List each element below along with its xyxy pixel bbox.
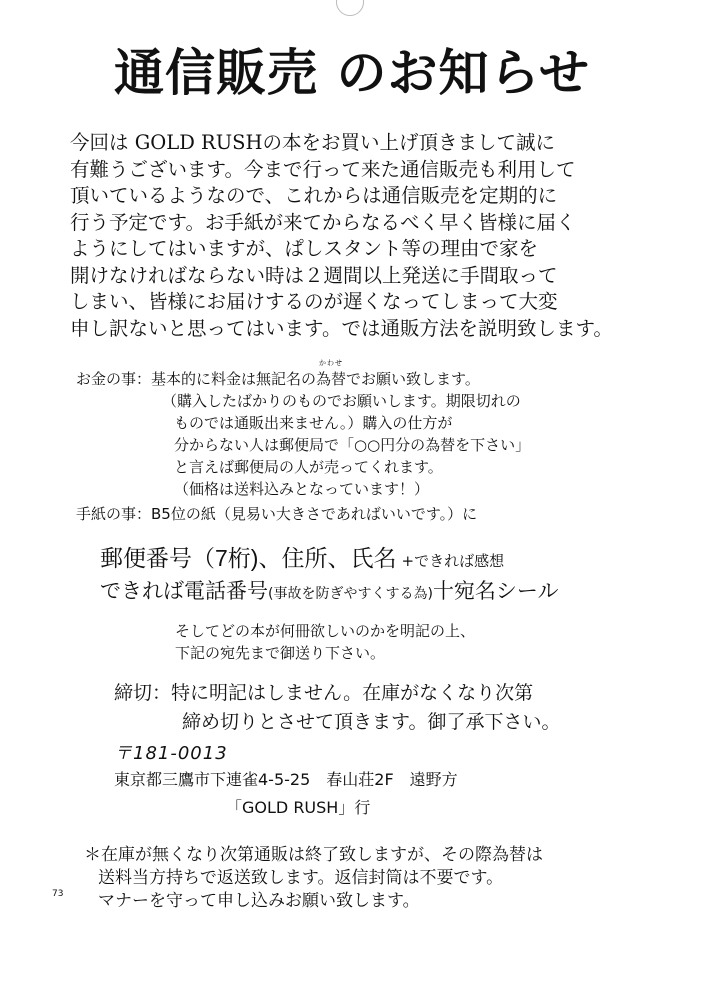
send-instruction-line: 下記の宛先まで御送り下さい。 [175, 644, 386, 662]
money-detail-line: ものでは通販出来ません。）購入の仕方が [174, 414, 453, 432]
money-text-after: でお願い致します。 [346, 370, 480, 388]
required-info-line-2 [100, 576, 559, 610]
ruby-reading: かわせ [319, 359, 344, 367]
intro-line: 今回は GOLD RUSHの本をお買い上げ頂きまして誠に [70, 131, 556, 154]
footnote-line: 送料当方持ちで返送致します。返信封筒は不要です。 [98, 868, 504, 888]
ruby-base: 為替 [316, 370, 347, 388]
money-detail-line: 分からない人は郵便局で「○○円分の為替を下さい」 [174, 436, 531, 454]
letter-section [76, 503, 477, 525]
intro-line: 申し訳ないと思ってはいます。では通販方法を説明致します。 [70, 316, 613, 340]
send-instructions [175, 620, 475, 664]
intro-line: ようにしてはいますが、ぱしスタント等の理由で家を [70, 237, 539, 260]
intro-line: 行う予定です。お手紙が来てからなるべく早く皆様に届く [70, 210, 576, 234]
required-info-note: +できれば感想 [401, 552, 505, 570]
intro-line: 開けなければならない時は２週間以上発送に手間取って [70, 263, 558, 287]
letter-text: B5位の紙（見易い大きさであればいいです。）に [151, 505, 478, 523]
money-section-details [162, 390, 530, 500]
money-section-first-line [76, 359, 480, 390]
address-seal-text: 十宛名シール [432, 580, 559, 603]
phone-number-text: できれば電話番号 [100, 580, 268, 603]
letter-label: 手紙の事： [76, 505, 152, 523]
page-number: 73 [52, 889, 64, 899]
required-info-main: 郵便番号（7桁)、住所、氏名 [100, 545, 397, 571]
page-title: 通信販売 のお知らせ [114, 44, 590, 102]
postal-code-text: 〒181-0013 [114, 743, 228, 764]
money-detail-line: （購入したばかりのものでお願いします。期限切れの [162, 392, 521, 410]
phone-number-note: (事故を防ぎやすくする為) [268, 586, 433, 602]
intro-line: しまい、皆様にお届けするのが遅くなってしまって大変 [70, 290, 558, 313]
ruby-word [316, 359, 347, 390]
money-detail-line: と言えば郵便局の人が売ってくれます。 [174, 458, 443, 476]
binder-hole [336, 0, 364, 16]
deadline-section [114, 680, 560, 735]
intro-line: 有難うございます。今まで行って来た通信販売も利用して [70, 157, 576, 181]
money-text-before: 基本的に料金は無記名の [151, 370, 317, 388]
footnote-line: マナーを守って申し込みお願い致します。 [98, 891, 420, 911]
footnote [84, 844, 543, 913]
money-detail-line: （価格は送料込みとなっています！） [174, 480, 430, 498]
deadline-line: 締め切りとさせて頂きます。御了承下さい。 [182, 711, 561, 733]
money-label: お金の事： [76, 370, 152, 388]
intro-line: 頂いているようなので、これからは通信販売を定期的に [70, 184, 558, 207]
postal-code [114, 743, 228, 765]
send-instruction-line: そしてどの本が何冊欲しいのかを明記の上、 [175, 622, 476, 640]
mailing-address: 東京都三鷹市下連雀4-5-25 春山荘2F 遠野方 [114, 770, 458, 789]
footnote-line: ＊在庫が無くなり次第通販は終了致しますが、その際為替は [84, 845, 543, 865]
intro-paragraph [70, 130, 690, 342]
deadline-line: 締切：特に明記はしません。在庫がなくなり次第 [114, 682, 534, 704]
recipient-name: 「GOLD RUSH」行 [226, 798, 371, 817]
required-info-line-1 [100, 542, 504, 577]
